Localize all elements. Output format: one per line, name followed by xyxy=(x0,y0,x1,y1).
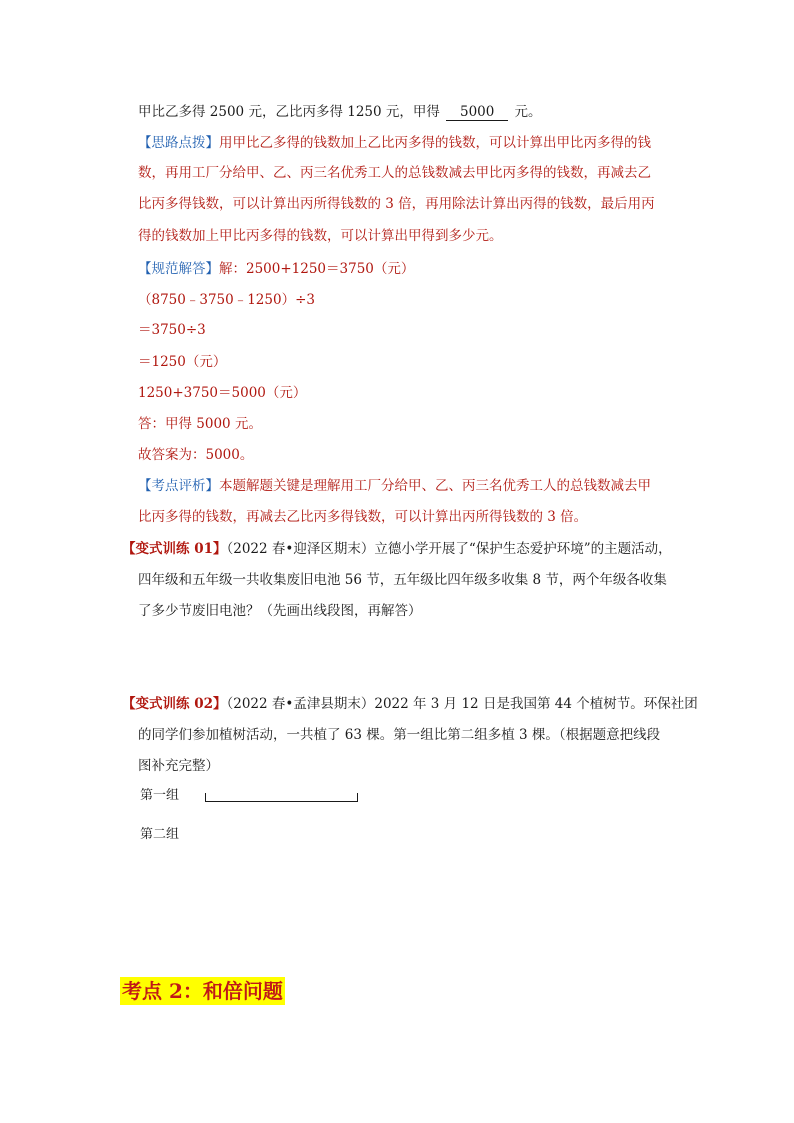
group2-label: 第二组 xyxy=(140,827,180,842)
hint-line-2: 数，再用工厂分给甲、乙、丙三名优秀工人的总钱数减去甲比丙多得的钱数，再减去乙 xyxy=(138,165,651,181)
exercise2-line-3: 图补充完整） xyxy=(138,758,219,774)
exercise1-line-3: 了多少节废旧电池？（先画出线段图，再解答） xyxy=(138,603,422,619)
hint-line-4: 得的钱数加上甲比丙多得的钱数，可以计算出甲得到多少元。 xyxy=(138,228,503,244)
solution-line-1 xyxy=(138,259,414,279)
solution-first: 解：2500+1250＝3750（元） xyxy=(219,261,415,277)
hint-line-3: 比丙多得钱数，可以计算出丙所得钱数的 3 倍，再用除法计算出丙得的钱数，最后用丙 xyxy=(138,196,655,212)
exercise1-text: （2022 春•迎泽区期末）立德小学开展了“保护生态爱护环境”的主题活动， xyxy=(226,541,672,557)
review-line-1 xyxy=(138,476,651,496)
hint-text: 用甲比乙多得的钱数加上乙比丙多得的钱数，可以计算出甲比丙多得的钱 xyxy=(219,135,651,151)
group1-label: 第一组 xyxy=(140,788,180,803)
review-tag: 【考点评析】 xyxy=(138,478,219,494)
solution-tag: 【规范解答】 xyxy=(138,261,219,277)
exercise2-text: （2022 春•孟津县期末）2022 年 3 月 12 日是我国第 44 个植树节。环保社团 xyxy=(226,696,698,712)
exercise1-tag: 【变式训练 01】 xyxy=(122,541,227,557)
section-heading: 考点 2：和倍问题 xyxy=(122,979,283,1003)
hint-tag: 【思路点拨】 xyxy=(138,135,219,151)
solution-step-4: 1250+3750＝5000（元） xyxy=(138,385,307,401)
hint-line-1 xyxy=(138,133,651,153)
exercise2-line-1 xyxy=(122,694,698,714)
solution-step-5: 答：甲得 5000 元。 xyxy=(138,416,262,432)
answer-suffix: 元。 xyxy=(514,104,542,120)
answer-prefix: 甲比乙多得 2500 元，乙比丙多得 1250 元，甲得 xyxy=(138,104,440,120)
review-text: 本题解题关键是理解用工厂分给甲、乙、丙三名优秀工人的总钱数减去甲 xyxy=(219,478,651,494)
review-line-2: 比丙多得的钱数，再减去乙比丙多得钱数，可以计算出丙所得钱数的 3 倍。 xyxy=(138,509,588,525)
exercise1-line-1 xyxy=(122,539,672,559)
exercise2-line-2: 的同学们参加植树活动，一共植了 63 棵。第一组比第二组多植 3 棵。（根据题意把线段 xyxy=(138,727,661,743)
exercise2-tag: 【变式训练 02】 xyxy=(122,696,227,712)
exercise1-line-2: 四年级和五年级一共收集废旧电池 56 节，五年级比四年级多收集 8 节，两个年级各收集 xyxy=(138,572,667,588)
solution-step-2: ＝3750÷3 xyxy=(138,322,206,338)
group1-segment xyxy=(205,793,358,802)
solution-step-3: ＝1250（元） xyxy=(138,354,227,370)
solution-step-6: 故答案为：5000。 xyxy=(138,447,254,463)
answer-line xyxy=(138,102,541,122)
solution-step-1: （8750﹣3750﹣1250）÷3 xyxy=(138,292,315,308)
answer-blank: 5000 xyxy=(446,104,508,121)
